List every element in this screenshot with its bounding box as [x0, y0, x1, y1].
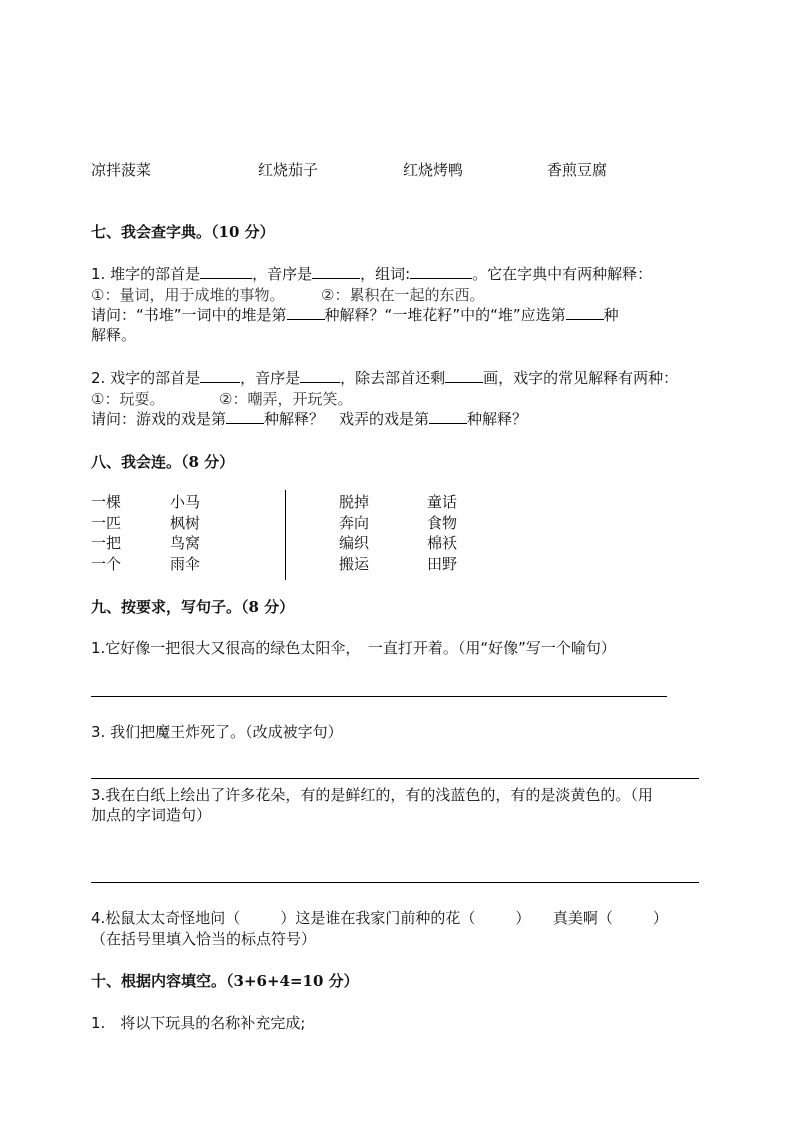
- section-8-title: 八、我会连。（8 分）: [91, 453, 235, 471]
- s7-q2-ask-line: [91, 409, 527, 429]
- s9-q3-text-2: 加点的字词造句）: [91, 806, 212, 824]
- s7-q2-blank-radical[interactable]: [200, 368, 240, 383]
- s7-q2-text-3: ，除去部首还剩: [340, 369, 446, 387]
- s7-q2-ask-text-3: 种解释？: [467, 410, 528, 428]
- s9-q1-answer-line[interactable]: [91, 696, 667, 697]
- s7-q1-ask-text-2: 种解释？“一堆花籽”中的“堆”应选第: [324, 306, 566, 324]
- s8-col3-item[interactable]: 奔向: [339, 514, 370, 532]
- s9-q2-text: 3. 我们把魔王炸死了。（改成被字句）: [91, 723, 343, 741]
- s8-col4-item[interactable]: 田野: [427, 555, 458, 573]
- s8-col3-item[interactable]: 编织: [339, 534, 370, 552]
- s7-q2-ask-text-1: 请问：游戏的戏是第: [91, 410, 227, 428]
- s8-col3-item[interactable]: 搬运: [339, 555, 370, 573]
- s7-q1-def-1: ①：量词，用于成堆的事物。: [91, 286, 285, 304]
- s8-col2-item[interactable]: 枫树: [170, 514, 201, 532]
- s9-q4-text-3: ） 真美啊（: [515, 909, 613, 927]
- s8-col2-item[interactable]: 雨伞: [170, 555, 201, 573]
- section-9-title: 九、按要求，写句子。（8 分）: [91, 598, 295, 616]
- s7-q1-blank-order[interactable]: [312, 264, 360, 279]
- s7-q2-text-4: 画，戏字的常见解释有两种：: [483, 369, 679, 387]
- s8-col1-item[interactable]: 一棵: [91, 493, 122, 511]
- s7-q2-ask-text-2: 种解释？ 戏弄的戏是第: [264, 410, 430, 428]
- s9-q2-answer-line[interactable]: [91, 778, 699, 779]
- s7-q2-def-2: ②：嘲弄，开玩笑。: [219, 390, 353, 408]
- s7-q1-blank-a[interactable]: [287, 305, 325, 320]
- s8-col2-item[interactable]: 鸟窝: [170, 534, 201, 552]
- s9-q4-line: [91, 908, 668, 928]
- s7-q2-text-2: ，音序是: [240, 369, 301, 387]
- dish-2: 红烧茄子: [258, 161, 319, 179]
- s8-col1-item[interactable]: 一把: [91, 534, 122, 552]
- s8-col4-item[interactable]: 食物: [427, 514, 458, 532]
- dish-3: 红烧烤鸭: [403, 161, 464, 179]
- section-10-title: 十、根据内容填空。（3+6+4=10 分）: [91, 972, 359, 990]
- s9-q4-text-2: ）这是谁在我家门前种的花（: [280, 909, 476, 927]
- s7-q2-blank-strokes[interactable]: [445, 368, 483, 383]
- s8-col3-item[interactable]: 脱掉: [339, 493, 370, 511]
- section-7-title: 七、我会查字典。（10 分）: [91, 223, 275, 241]
- s7-q1-ask-text-1: 请问：“书堆”一词中的堆是第: [91, 306, 287, 324]
- s7-q2-blank-a[interactable]: [226, 409, 264, 424]
- s7-q1-blank-radical[interactable]: [200, 264, 252, 279]
- s7-q1-ask-text-4: 解释。: [91, 326, 137, 344]
- s7-q1-text-4: 。它在字典中有两种解释：: [472, 265, 653, 283]
- s10-q1-text: 1. 将以下玩具的名称补充完成;: [91, 1014, 306, 1032]
- s7-q1-text-2: ，音序是: [252, 265, 313, 283]
- s7-q1-def-2: ②：累积在一起的东西。: [321, 286, 485, 304]
- s8-col1-item[interactable]: 一个: [91, 555, 122, 573]
- s8-col4-item[interactable]: 棉袄: [427, 534, 458, 552]
- s7-q2-blank-order[interactable]: [300, 368, 340, 383]
- s9-q4-text-1: 4.松鼠太太奇怪地问（: [91, 909, 241, 927]
- s7-q2-blank-b[interactable]: [429, 409, 467, 424]
- s8-col4-item[interactable]: 童话: [427, 493, 458, 511]
- s8-divider: [285, 490, 286, 580]
- s9-q4-instruction: （在括号里填入恰当的标点符号）: [91, 930, 317, 948]
- s9-q1-text: 1.它好像一把很大又很高的绿色太阳伞， 一直打开着。（用“好像”写一个喻句）: [91, 639, 616, 657]
- s7-q1-line: [91, 264, 652, 284]
- s9-q3-answer-line[interactable]: [91, 882, 699, 883]
- s8-col2-item[interactable]: 小马: [170, 493, 201, 511]
- s7-q1-ask-text-3: 种: [603, 306, 619, 324]
- s7-q1-blank-word[interactable]: [410, 264, 472, 279]
- s7-q2-line: [91, 368, 678, 388]
- s9-q4-text-4: ）: [652, 909, 668, 927]
- s9-q3-text-1: 3.我在白纸上绘出了许多花朵，有的是鲜红的，有的浅蓝色的，有的是淡黄色的。（用: [91, 786, 653, 804]
- dish-4: 香煎豆腐: [547, 161, 608, 179]
- dish-1: 凉拌菠菜: [91, 161, 152, 179]
- s7-q2-text-1: 2. 戏字的部首是: [91, 369, 201, 387]
- s7-q2-def-1: ①：玩耍。: [91, 390, 165, 408]
- s8-col1-item[interactable]: 一匹: [91, 514, 122, 532]
- s7-q1-text-1: 1. 堆字的部首是: [91, 265, 201, 283]
- s7-q1-text-3: ，组词:: [360, 265, 411, 283]
- s7-q1-blank-b[interactable]: [566, 305, 604, 320]
- s7-q1-ask-line: [91, 305, 619, 325]
